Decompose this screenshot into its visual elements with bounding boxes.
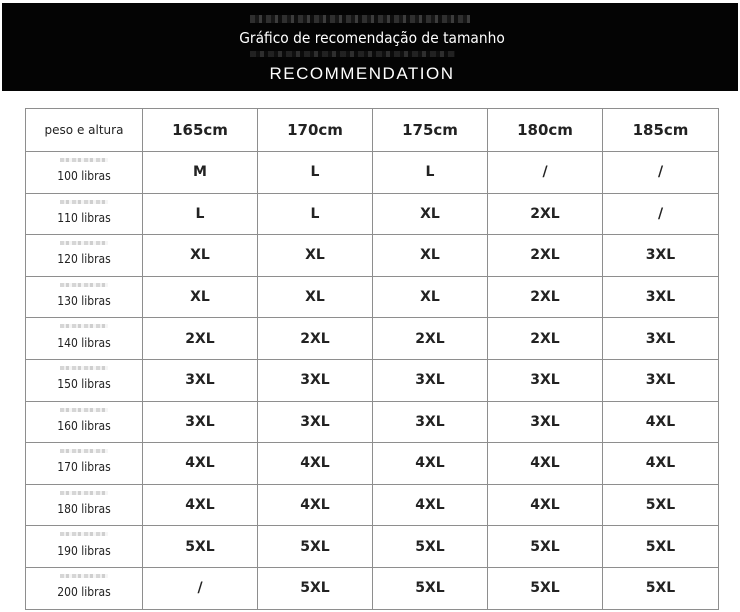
table-row [26,318,719,360]
faded-text-decoration [60,324,108,328]
size-cell: 3XL [143,359,258,401]
size-cell: XL [373,276,488,318]
table-header-row [26,109,719,152]
row-label-text: 150 libras [57,377,111,392]
table-row [26,276,719,318]
size-cell: 5XL [373,526,488,568]
size-cell: XL [143,276,258,318]
faded-text-decoration [60,158,108,162]
row-label [26,443,143,485]
size-cell: 3XL [603,235,719,277]
size-cell: 5XL [603,567,719,609]
size-recommendation-table [25,108,719,610]
table-row [26,401,719,443]
size-cell: 4XL [143,443,258,485]
row-label-text: 190 libras [57,543,111,558]
row-label [26,401,143,443]
size-cell: 3XL [373,401,488,443]
row-label [26,276,143,318]
size-cell: 4XL [603,401,719,443]
size-cell: L [373,152,488,194]
size-cell: 5XL [603,526,719,568]
table-row [26,359,719,401]
row-label-text: 180 libras [57,502,111,517]
faded-text-decoration [60,408,108,412]
table-row [26,443,719,485]
size-cell: XL [258,276,373,318]
size-cell: 3XL [258,359,373,401]
size-cell: 5XL [258,567,373,609]
size-cell: 4XL [258,484,373,526]
row-label-text: 200 libras [57,585,111,600]
faded-text-decoration [60,200,108,204]
row-label-text: 170 libras [57,460,111,475]
banner-faded-text-decoration-2 [250,51,455,57]
faded-text-decoration [60,241,108,245]
size-cell: / [488,152,603,194]
row-label-text: 120 libras [57,252,111,267]
corner-label: peso e altura [26,109,143,152]
table-body [26,152,719,610]
table-row [26,567,719,609]
faded-text-decoration [60,574,108,578]
table-row [26,235,719,277]
row-label-text: 140 libras [57,335,111,350]
header-banner [2,3,738,91]
column-header: 175cm [373,109,488,152]
column-header: 180cm [488,109,603,152]
chart-subtitle: RECOMMENDATION [269,64,455,83]
size-cell: 5XL [143,526,258,568]
size-cell: 3XL [488,401,603,443]
size-cell: L [143,193,258,235]
size-cell: 3XL [373,359,488,401]
size-cell: 5XL [603,484,719,526]
banner-faded-text-decoration [250,15,470,23]
row-label [26,235,143,277]
size-cell: 3XL [143,401,258,443]
faded-text-decoration [60,532,108,536]
size-cell: 2XL [488,235,603,277]
row-label-text: 130 libras [57,294,111,309]
table-row [26,526,719,568]
size-cell: 5XL [488,567,603,609]
row-label-text: 110 libras [57,210,111,225]
table-row [26,152,719,194]
size-cell: 5XL [258,526,373,568]
row-label [26,567,143,609]
row-label [26,359,143,401]
size-cell: 4XL [258,443,373,485]
size-cell: 2XL [488,276,603,318]
row-label-text: 160 libras [57,418,111,433]
size-cell: L [258,193,373,235]
row-label [26,193,143,235]
size-cell: / [603,193,719,235]
size-cell: 2XL [143,318,258,360]
size-cell: 4XL [143,484,258,526]
column-header: 165cm [143,109,258,152]
size-cell: 4XL [603,443,719,485]
row-label [26,318,143,360]
size-cell: XL [258,235,373,277]
size-cell: 2XL [373,318,488,360]
faded-text-decoration [60,283,108,287]
size-cell: XL [373,193,488,235]
faded-text-decoration [60,366,108,370]
size-cell: 3XL [603,359,719,401]
size-cell: 3XL [603,318,719,360]
size-cell: 4XL [373,443,488,485]
row-label-text: 100 libras [57,169,111,184]
size-cell: 3XL [488,359,603,401]
size-cell: 2XL [258,318,373,360]
size-cell: 2XL [488,193,603,235]
faded-text-decoration [60,491,108,495]
size-cell: / [603,152,719,194]
chart-title: Gráfico de recomendação de tamanho [239,29,505,47]
row-label [26,152,143,194]
size-cell: 2XL [488,318,603,360]
table-row [26,484,719,526]
size-cell: 3XL [603,276,719,318]
faded-text-decoration [60,449,108,453]
size-cell: XL [373,235,488,277]
size-cell: 4XL [488,484,603,526]
size-cell: 4XL [373,484,488,526]
size-cell: 4XL [488,443,603,485]
size-cell: M [143,152,258,194]
row-label [26,484,143,526]
size-cell: L [258,152,373,194]
row-label [26,526,143,568]
size-cell: 3XL [258,401,373,443]
size-cell: 5XL [488,526,603,568]
table-row [26,193,719,235]
size-cell: / [143,567,258,609]
column-header: 170cm [258,109,373,152]
size-cell: XL [143,235,258,277]
size-cell: 5XL [373,567,488,609]
column-header: 185cm [603,109,719,152]
